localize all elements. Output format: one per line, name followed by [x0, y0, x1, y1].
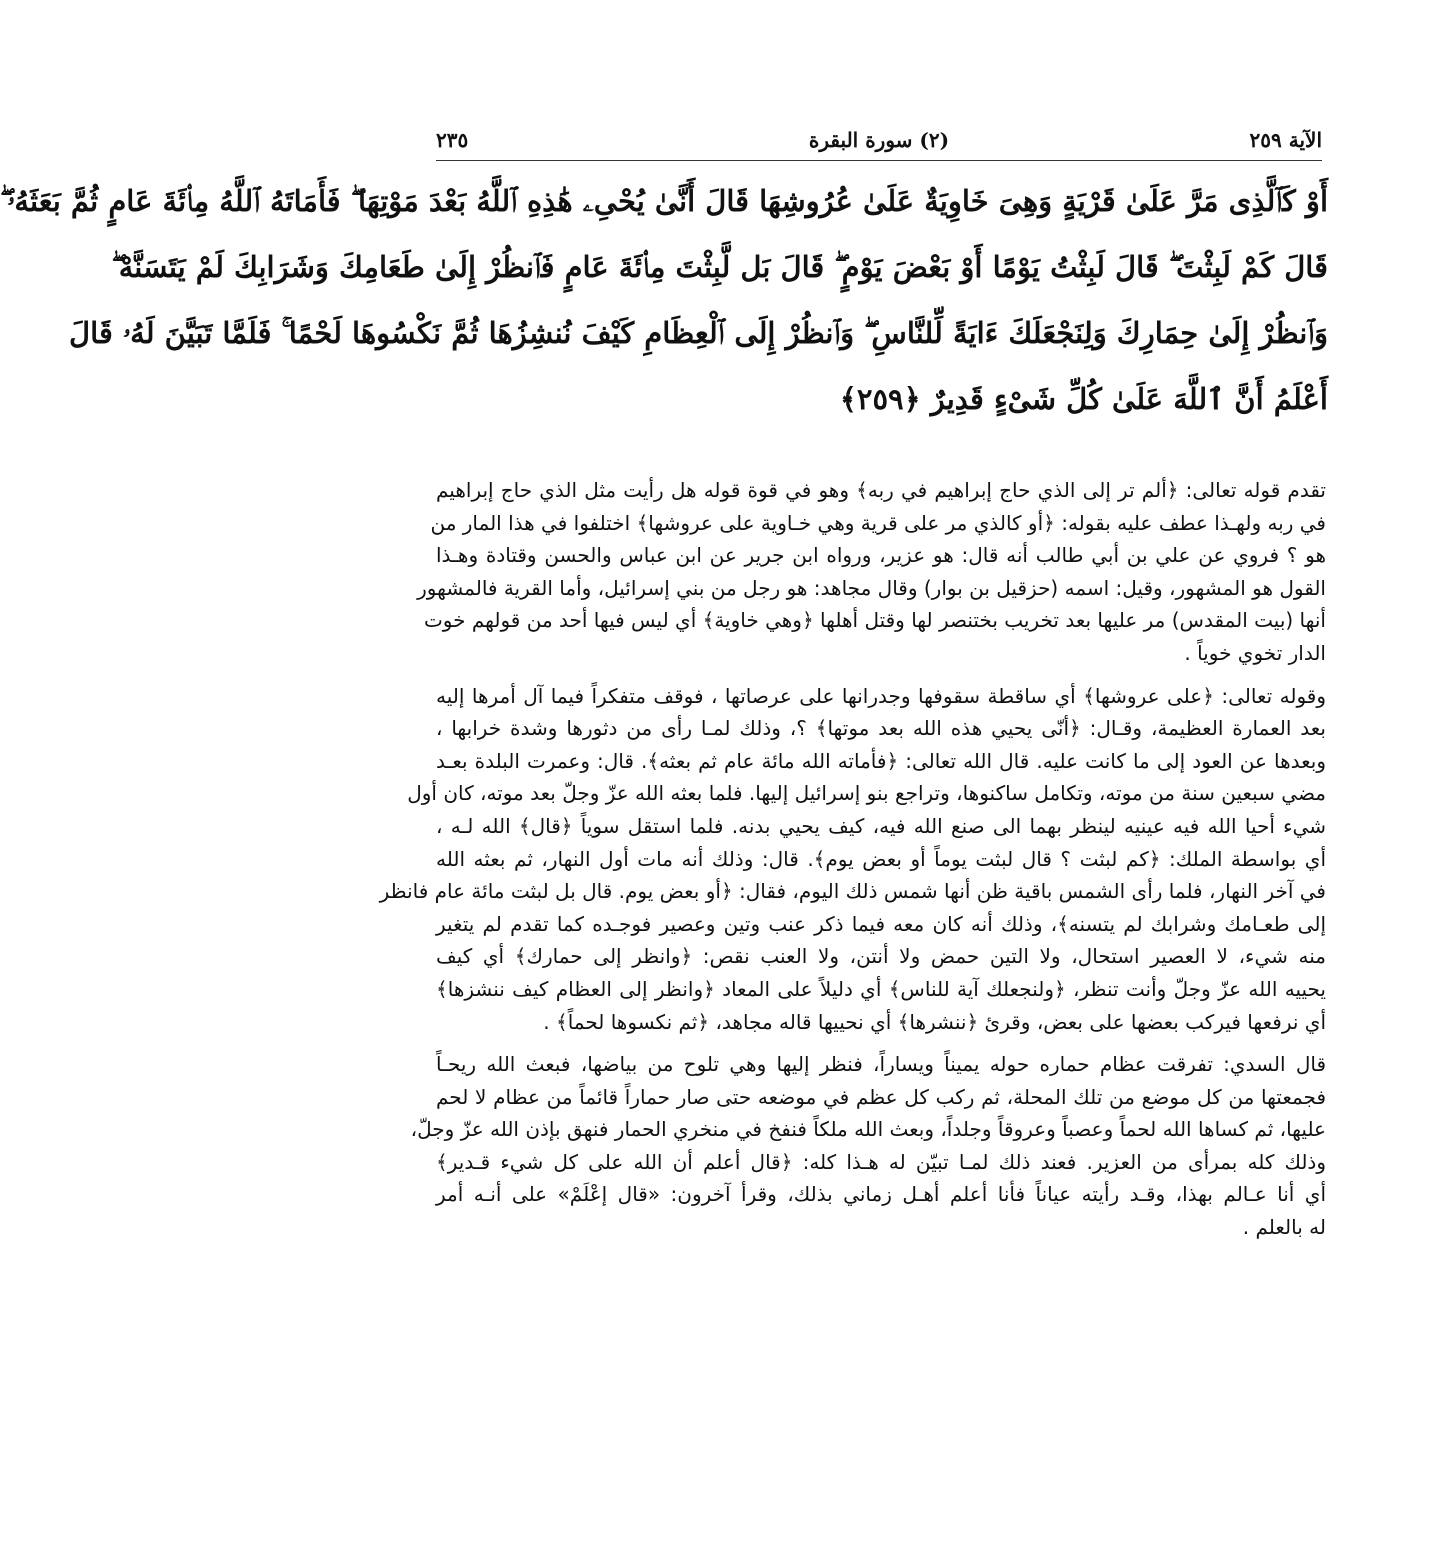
text-line: الدار تخوي خوياً .: [1184, 640, 1326, 665]
quran-line: قَالَ كَمْ لَبِثْتَ ۖ قَالَ لَبِثْتُ يَوْمًا أَوْ بَعْضَ يَوْمٍ ۖ قَالَ بَل لَّبِثْتَ مِا۟ئَةَ عَامٍ فَٱنظُرْ إِلَىٰ طَعَامِكَ وَشَرَابِكَ لَمْ يَتَسَنَّهْ ۖ: [111, 250, 1328, 284]
paragraph: [379, 680, 1326, 1039]
text-line: له بالعلم .: [1242, 1215, 1326, 1240]
text-line: القول هو المشهور، وقيل: اسمه (حزقيل بن بوار) وقال مجاهد: هو رجل من بني إسرائيل، وأما القرية فالمشهور: [417, 575, 1326, 600]
text-line: مضي سبعين سنة من موته، وتكامل ساكنوها، وتراجع بنو إسرائيل إليها. فلما بعثه الله عزّ وجلّ بعد موته، كان أول: [407, 781, 1326, 806]
quran-line: أَوْ كَٱلَّذِى مَرَّ عَلَىٰ قَرْيَةٍ وَهِىَ خَاوِيَةٌ عَلَىٰ عُرُوشِهَا قَالَ أَنَّىٰ يُحْىِۦ هَٰذِهِ ٱللَّهُ بَعْدَ مَوْتِهَا ۖ فَأَمَاتَهُ ٱللَّهُ مِا۟ئَةَ عَامٍ ثُمَّ بَعَثَهُۥ ۖ: [0, 184, 1328, 218]
tafsir-commentary: [379, 474, 1326, 1254]
text-line: وبعدها عن العود إلى ما كانت عليه. قال الله تعالى: ﴿فأماته الله مائة عام ثم بعثه﴾. قال: وعمرت البلدة بعـد: [436, 748, 1326, 773]
quran-line: وَٱنظُرْ إِلَىٰ حِمَارِكَ وَلِنَجْعَلَكَ ءَايَةً لِّلنَّاسِ ۖ وَٱنظُرْ إِلَى ٱلْعِظَامِ كَيْفَ نُنشِزُهَا ثُمَّ نَكْسُوهَا لَحْمًا ۚ فَلَمَّا تَبَيَّنَ لَهُۥ قَالَ: [69, 316, 1328, 350]
paragraph: [417, 474, 1326, 670]
text-line: عليها، ثم كساها الله لحماً وعصباً وعروقاً وجلداً، وبعث الله ملكاً فنفخ في منخري الحمار فنهق بإذن الله عزّ وجلّ،: [410, 1117, 1326, 1142]
page-number: ٢٣٥: [436, 128, 469, 152]
page-header: [436, 118, 1322, 161]
text-line: في ربه ولهـذا عطف عليه بقوله: ﴿أو كالذي مر على قرية وهي خـاوية على عروشها﴾ اختلفوا في هذا المار من: [430, 510, 1326, 535]
quran-verse-block: [0, 168, 1328, 432]
text-line: وقوله تعالى: ﴿على عروشها﴾ أي ساقطة سقوفها وجدرانها على عرصاتها ، فوقف متفكراً فيما آل أمرها إليه: [436, 683, 1326, 708]
text-line: شيء أحيا الله فيه عينيه لينظر بهما الى صنع الله فيه، كيف يحيي بدنه. فلما استقل سوياً ﴿قال﴾ الله لـه ،: [436, 813, 1326, 838]
text-line: فجمعتها من كل موضع من تلك المحلة، ثم ركب كل عظم في موضعه حتى صار حماراً قائماً من عظام لا لحم: [436, 1084, 1326, 1109]
paragraph: [410, 1048, 1326, 1244]
text-line: في آخر النهار، فلما رأى الشمس باقية ظن أنها شمس ذلك اليوم، فقال: ﴿أو بعض يوم. قال بل لبثت مائة عام فانظر: [379, 879, 1326, 904]
text-line: أنها (بيت المقدس) مر عليها بعد تخريب بختنصر لها وقتل أهلها ﴿وهي خاوية﴾ أي ليس فيها أحد من قولهم خوت: [423, 608, 1326, 633]
text-line: هو ؟ فروي عن علي بن أبي طالب أنه قال: هو عزير، ورواه ابن جرير عن ابن عباس والحسن وقتادة وهـذا: [436, 543, 1326, 568]
text-line: إلى طعـامك وشرابك لم يتسنه﴾، وذلك أنه كان معه فيما ذكر عنب وتين وعصير فوجـده كما تقدم لم يتغير: [436, 911, 1326, 936]
text-line: تقدم قوله تعالى: ﴿ألم تر إلى الذي حاج إبراهيم في ربه﴾ وهو في قوة قوله هل رأيت مثل الذي حاج إبراهيم: [436, 478, 1326, 502]
text-line: منه شيء، لا العصير استحال، ولا التين حمض ولا أنتن، ولا العنب نقص: ﴿وانظر إلى حمارك﴾ أي كيف: [436, 944, 1326, 969]
ayah-label: الآية ٢٥٩: [1249, 128, 1322, 152]
text-line: وذلك كله بمرأى من العزير. فعند ذلك لمـا تبيّن له هـذا كله: ﴿قال أعلم أن الله على كل شيء قـدير﴾: [436, 1149, 1326, 1174]
text-line: بعد العمارة العظيمة، وقـال: ﴿أنّى يحيي هذه الله بعد موتها﴾ ؟، وذلك لمـا رأى من دثورها وشدة خرابها ،: [436, 716, 1326, 741]
surah-title: (٢) سورة البقرة: [808, 128, 950, 152]
text-line: أي بواسطة الملك: ﴿كم لبثت ؟ قال لبثت يوماً أو بعض يوم﴾. قال: وذلك أنه مات أول النهار، ثم بعثه الله: [436, 846, 1326, 871]
text-line: أي نرفعها فيركب بعضها على بعض، وقرئ ﴿ننشرها﴾ أي نحييها قاله مجاهد، ﴿ثم نكسوها لحماً﴾ .: [543, 1009, 1326, 1034]
text-line: قال السدي: تفرقت عظام حماره حوله يميناً ويساراً، فنظر إليها وهي تلوح من بياضها، فبعث الله ريحـاً: [436, 1052, 1326, 1077]
quran-line: أَعْلَمُ أَنَّ ٱللَّهَ عَلَىٰ كُلِّ شَىْءٍ قَدِيرٌ ﴿٢٥٩﴾: [839, 382, 1328, 416]
text-line: أي أنا عـالم بهذا، وقـد رأيته عياناً فأنا أعلم أهـل زماني بذلك، وقرأ آخرون: «قال إعْلَمْ» على أنـه أمر: [436, 1182, 1326, 1207]
text-line: يحييه الله عزّ وجلّ وأنت تنظر، ﴿ولنجعلك آية للناس﴾ أي دليلاً على المعاد ﴿وانظر إلى العظام كيف ننشزها﴾: [436, 976, 1326, 1001]
